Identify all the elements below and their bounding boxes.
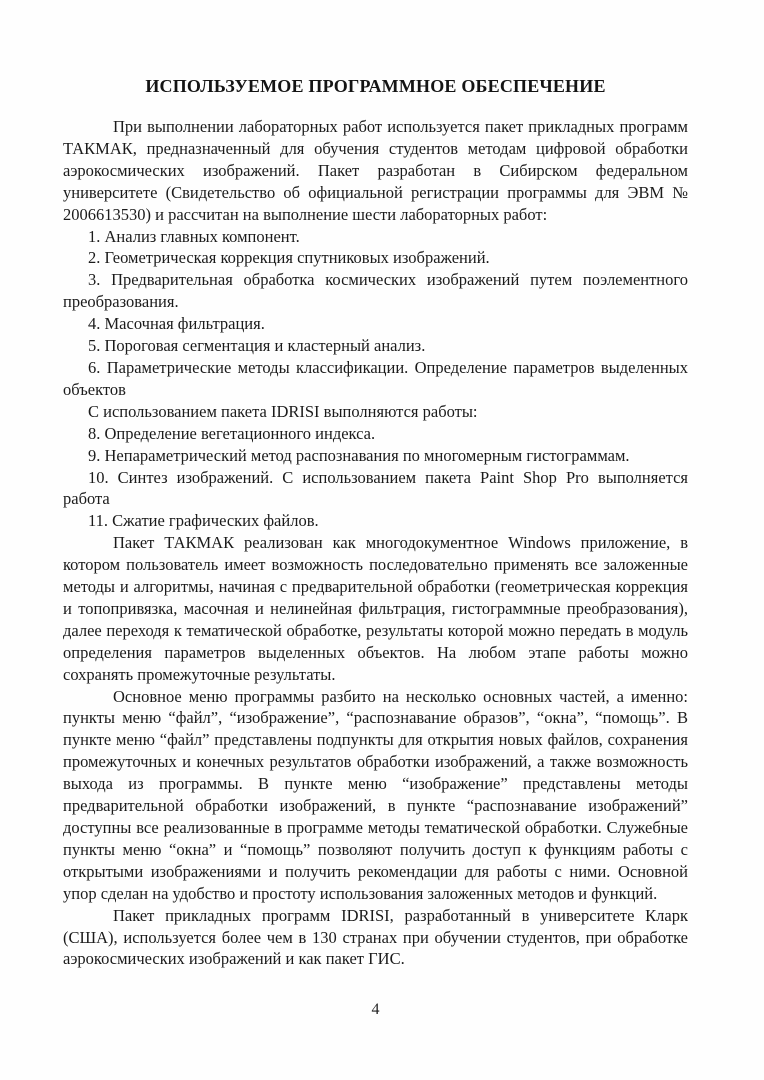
list-item-9: 9. Непараметрический метод распознавания по многомерным гистограммам.: [88, 445, 630, 465]
list-item-4: 4. Масочная фильтрация.: [88, 314, 265, 334]
list-item-2: 2. Геометрическая коррекция спутниковых изображений.: [88, 248, 490, 268]
list-item-1: 1. Анализ главных компонент.: [88, 226, 300, 246]
page-title: ИСПОЛЬЗУЕМОЕ ПРОГРАММНОЕ ОБЕСПЕЧЕНИЕ: [145, 76, 606, 96]
paragraph-idrisi: Пакет прикладных программ IDRISI, разработанный в университете Кларк (США), используется более чем в 130 странах при обучении студентов, при обработке аэрокосмических изображений и как пакет ГИС.: [63, 905, 688, 969]
list-item-6: 6. Параметрические методы классификации. Определение параметров выделенных объектов: [63, 357, 688, 399]
document-body: [63, 116, 688, 970]
list-item-3: 3. Предварительная обработка космических изображений путем поэлементного преобразования.: [63, 270, 688, 312]
page-footer: [63, 1001, 688, 1019]
list-item-11: 11. Сжатие графических файлов.: [88, 511, 319, 531]
list-item-8: 8. Определение вегетационного индекса.: [88, 423, 376, 443]
list-note-idrisi: С использованием пакета IDRISI выполняются работы:: [88, 401, 478, 421]
page-number: 4: [371, 1001, 380, 1018]
paragraph-main-menu: Основное меню программы разбито на несколько основных частей, а именно: пункты меню “файл”, “изображение”, “распознавание образов”, “окна”, “помощь”. В пункте меню “файл” представлены подпункты для открытия новых файлов, сохранения промежуточных и конечных результатов обработки изображений, а также возможность выхода из программы. В пункте меню “изображение” представлены методы предварительной обработки изображений, в пункте “распознавание изображений” доступны все реализованные в программе методы тематической обработки. Служебные пункты меню “окна” и “помощь” позволяют получить доступ к функциям работы с открытыми изображениями и получить рекомендации для работы с ними. Основной упор сделан на удобство и простоту использования заложенных методов и функций.: [63, 686, 688, 903]
list-item-5: 5. Пороговая сегментация и кластерный анализ.: [88, 336, 426, 356]
paragraph-takmak: Пакет ТАКМАК реализован как многодокументное Windows приложение, в котором пользователь имеет возможность последовательно применять все заложенные методы и алгоритмы, начиная с предварительной обработки (геометрическая коррекция и топопривязка, масочная и нелинейная фильтрация, гистограммные преобразования), далее переходя к тематической обработке, результаты которой можно передать в модуль определения параметров выделенных объектов. На любом этапе работы можно сохранять промежуточные результаты.: [63, 533, 688, 684]
paragraph-intro: При выполнении лабораторных работ используется пакет прикладных программ ТАКМАК, предназначенный для обучения студентов методам цифровой обработки аэрокосмических изображений. Пакет разработан в Сибирском федеральном университете (Свидетельство об официальной регистрации программы для ЭВМ № 2006613530) и рассчитан на выполнение шести лабораторных работ:: [63, 117, 688, 224]
list-item-10: 10. Синтез изображений. С использованием пакета Paint Shop Pro выполняется работа: [63, 467, 688, 509]
